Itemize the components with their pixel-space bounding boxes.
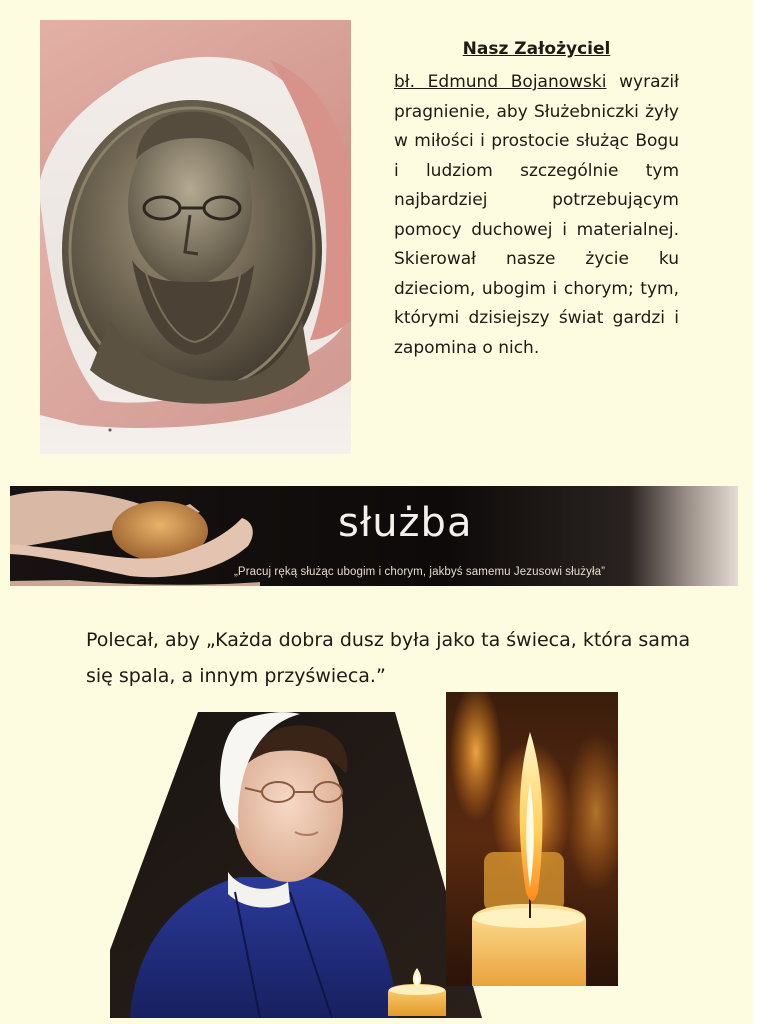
founder-medal-photo bbox=[40, 20, 351, 454]
founder-name: bł. Edmund Bojanowski bbox=[394, 72, 607, 92]
founder-description-text: wyraził pragnienie, aby Służebniczki żyły w miłości i prostocie służąc Bogu i ludziom szczególnie tym najbardziej potrzebującym pomocy duchowej i materialnej. Skierował nasze życie ku dzieciom, ubogim i chorym; tym, którymi dzisiejszy świat gardzi i zapomina o nich. bbox=[394, 72, 679, 358]
hands-with-bread-image bbox=[10, 486, 260, 586]
banner-title: służba bbox=[338, 500, 473, 546]
small-candle-image bbox=[384, 968, 450, 1016]
candle-photo bbox=[446, 692, 618, 986]
founder-heading: Nasz Założyciel bbox=[462, 39, 611, 59]
page-right-edge bbox=[753, 0, 767, 1024]
sluzba-banner bbox=[10, 486, 738, 586]
candle-quote: Polecał, aby „Każda dobra dusz była jako ta świeca, która sama się spala, a innym przyświeca.” bbox=[86, 629, 691, 687]
founder-description bbox=[394, 68, 679, 363]
banner-motto: „Pracuj ręką służąc ubogim i chorym, jakbyś samemu Jezusowi służyła” bbox=[234, 566, 606, 578]
founder-intro bbox=[394, 36, 679, 363]
